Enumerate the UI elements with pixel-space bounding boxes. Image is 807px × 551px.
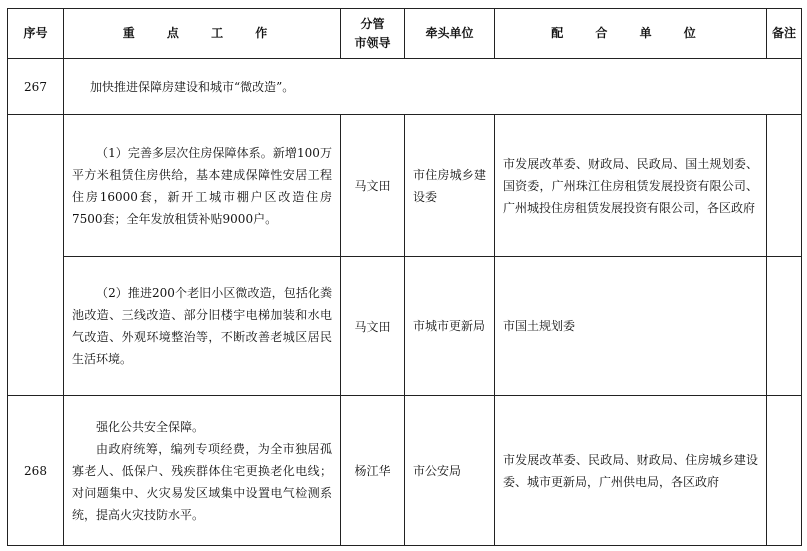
leader-cell: 马文田 <box>341 257 405 396</box>
coop-unit-cell: 市发展改革委、民政局、财政局、住房城乡建设委、城市更新局，广州供电局，各区政府 <box>495 396 767 546</box>
header-lead-unit: 牵头单位 <box>405 9 495 59</box>
table-row <box>8 115 802 257</box>
header-no: 序号 <box>8 9 64 59</box>
remarks-cell <box>767 257 802 396</box>
work-plan-table <box>7 8 802 546</box>
row-number: 267 <box>8 59 64 115</box>
header-remarks: 备注 <box>767 9 802 59</box>
document-page <box>7 8 801 548</box>
task-heading: 强化公共安全保障。 <box>96 419 205 434</box>
table-row <box>8 396 802 546</box>
lead-unit-cell: 市住房城乡建设委 <box>405 115 495 257</box>
table-row <box>8 59 802 115</box>
header-leader-line1: 分管 <box>360 16 385 31</box>
coop-unit-cell: 市发展改革委、财政局、民政局、国土规划委、国资委，广州珠江住房租赁发展投资有限公司、广州城投住房租赁发展投资有限公司，各区政府 <box>495 115 767 257</box>
coop-unit-cell: 市国土规划委 <box>495 257 767 396</box>
lead-unit-cell: 市城市更新局 <box>405 257 495 396</box>
table-row <box>8 257 802 396</box>
lead-unit-cell: 市公安局 <box>405 396 495 546</box>
table-header-row <box>8 9 802 59</box>
leader-cell: 杨江华 <box>341 396 405 546</box>
row-number: 268 <box>8 396 64 546</box>
task-description: （2）推进200个老旧小区微改造，包括化粪池改造、三线改造、部分旧楼宇电梯加装和水电气改造、外观环境整治等，不断改善老城区居民生活环境。 <box>64 257 341 396</box>
section-title: 加快推进保障房建设和城市“微改造”。 <box>64 59 802 115</box>
task-description <box>64 396 341 546</box>
header-leader-line2: 市领导 <box>354 35 391 50</box>
remarks-cell <box>767 115 802 257</box>
leader-cell: 马文田 <box>341 115 405 257</box>
header-leader <box>341 9 405 59</box>
task-description: （1）完善多层次住房保障体系。新增100万平方米租赁住房供给，基本建成保障性安居工程住房16000套，新开工城市棚户区改造住房7500套；全年发放租赁补贴9000户。 <box>64 115 341 257</box>
task-detail: 由政府统筹，编列专项经费，为全市独居孤寡老人、低保户、残疾群体住宅更换老化电线；对问题集中、火灾易发区域集中设置电气检测系统，提高火灾技防水平。 <box>72 441 332 522</box>
header-coop-unit: 配 合 单 位 <box>495 9 767 59</box>
remarks-cell <box>767 396 802 546</box>
row-number-empty <box>8 115 64 396</box>
header-task: 重 点 工 作 <box>64 9 341 59</box>
